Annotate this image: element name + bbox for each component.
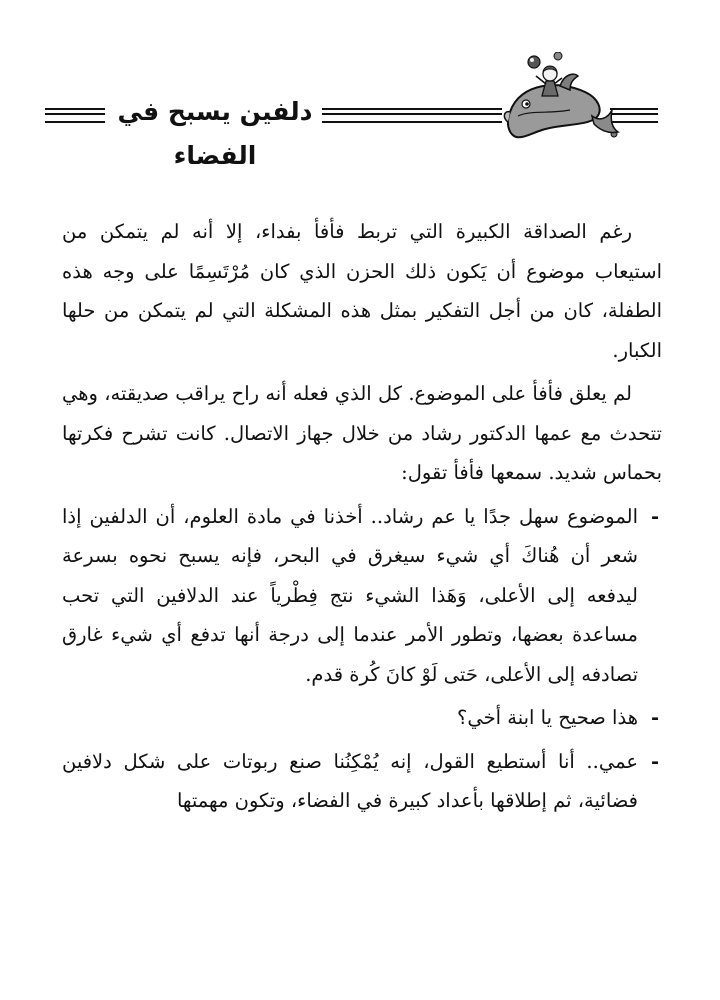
dialogue-text: الموضوع سهل جدًا يا عم رشاد.. أخذنا في مادة العلوم، أن الدلفين إذا شعر أن هُناكَ أي شيء سيغرق في البحر، فإنه يسبح نحوه بسرعة ليدفعه إلى الأعلى، وَهَذا الشيء نتج فِطْرياً عند الدلافين التي تحب مساعدة بعضها، وتطور الأمر عندما إلى درجة أنها تدفع أي شيء غارق تصادفه إلى الأعلى، حَتى لَوْ كانَ كُرة قدم.: [62, 504, 638, 686]
dialogue-text: عمي.. أنا أستطيع القول، إنه يُمْكِنُنا صنع ربوتات على شكل دلافين فضائية، ثم إطلاقها بأعداد كبيرة في الفضاء، وتكون مهمتها: [62, 749, 638, 812]
chapter-header: [0, 62, 720, 170]
dialogue-line: [62, 742, 662, 821]
dialogue-dash: -: [650, 749, 660, 773]
dialogue-text: هذا صحيح يا ابنة أخي؟: [457, 706, 638, 729]
dialogue-dash: -: [650, 706, 660, 729]
chapter-title: دلفين يسبح في الفضاء: [117, 97, 313, 170]
dialogue-dash: -: [650, 504, 660, 528]
body-text: [62, 212, 662, 825]
decorative-rule-middle: [322, 108, 502, 123]
dialogue-line: [62, 698, 662, 738]
dialogue-line: [62, 497, 662, 695]
dolphin-with-girl-illustration: [500, 52, 620, 152]
paragraph: لم يعلق فأفأ على الموضوع. كل الذي فعله أنه راح يراقب صديقته، وهي تتحدث مع عمها الدكتور رشاد من خلال جهاز الاتصال. كانت تشرح فكرتها بحماس شديد. سمعها فأفأ تقول:: [62, 382, 662, 484]
decorative-rule-left: [45, 108, 105, 123]
paragraph: رغم الصداقة الكبيرة التي تربط فأفأ بفداء، إلا أنه لم يتمكن من استيعاب موضوع أن يَكون ذلك الحزن الذي كان مُرْتَسِمًا على وجه هذه الطفلة، كان من أجل التفكير بمثل هذه المشكلة التي لم يتمكن من حلها الكبار.: [62, 220, 662, 362]
